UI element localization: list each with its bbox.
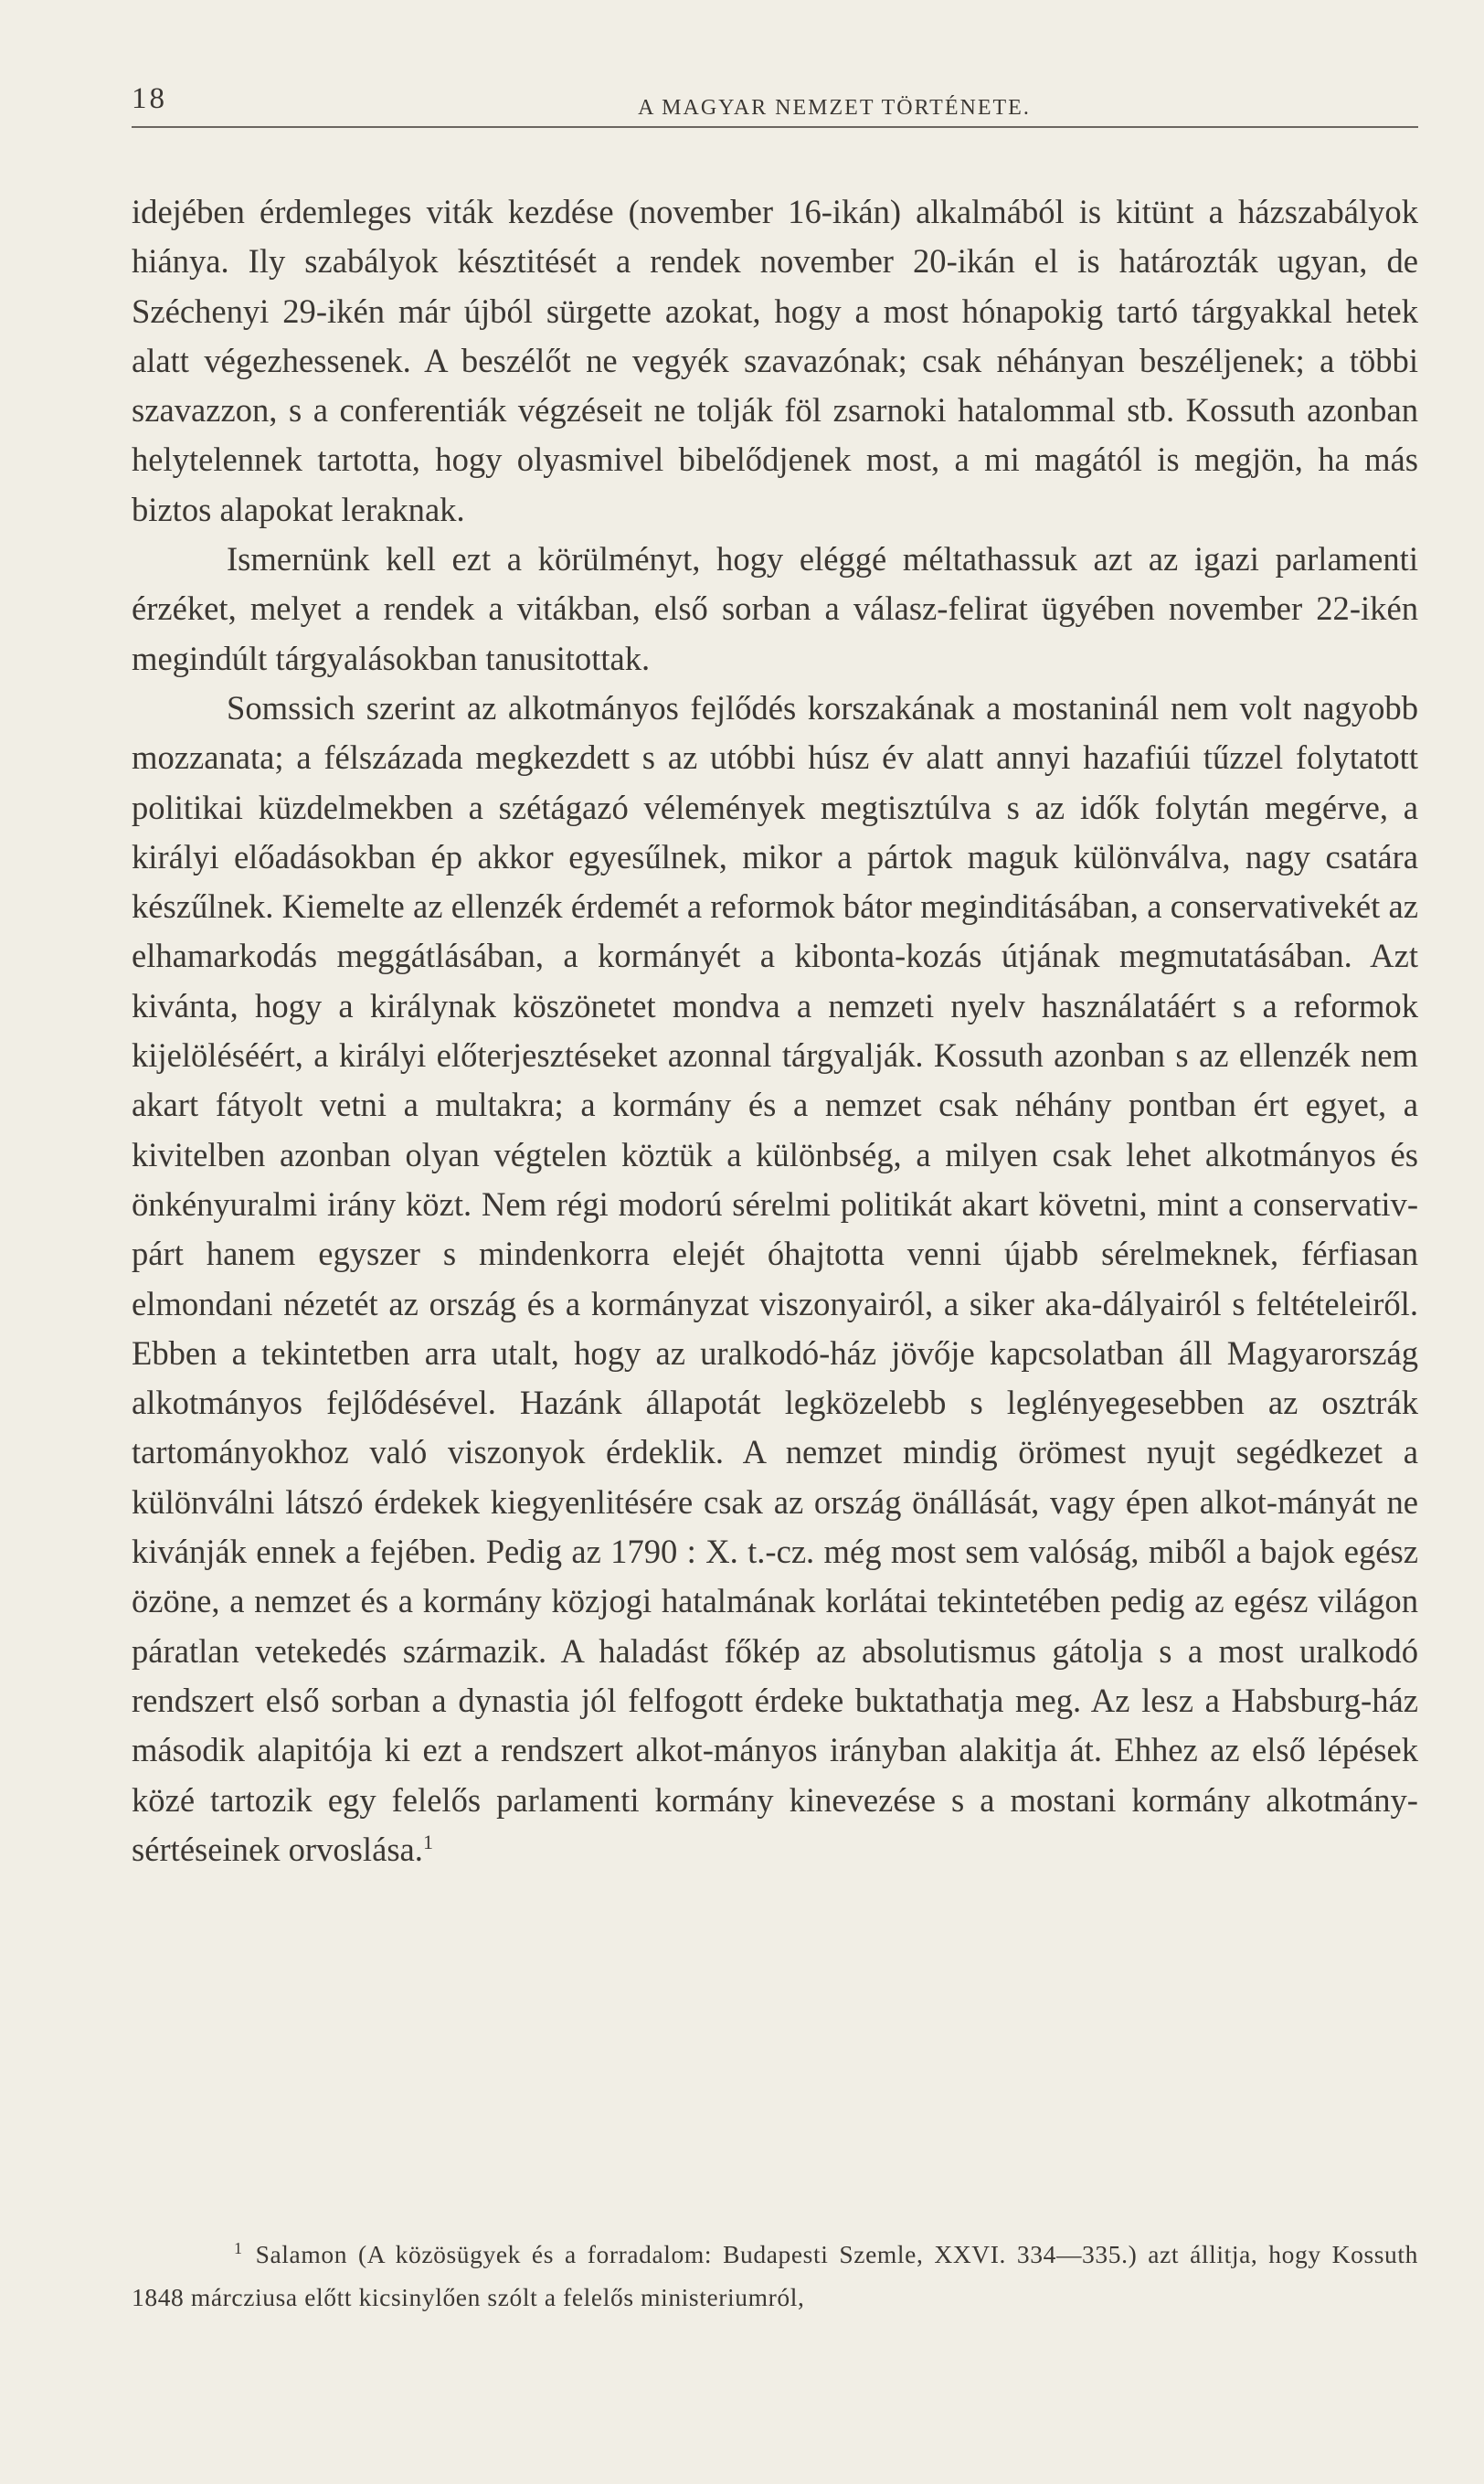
running-title: A MAGYAR NEMZET TÖRTÉNETE. xyxy=(638,96,1031,120)
paragraph-2-text: Ismernünk kell ezt a körülményt, hogy eléggé méltathassuk azt az igazi parlamenti érzéket, melyet a rendek a vitákban, első sorban a válasz-felirat ügyében november 22-ikén megindúlt tárgyalásokban tanusitottak. xyxy=(132,540,1418,677)
paragraph-2 xyxy=(132,535,1418,684)
paragraph-3-text: Somssich szerint az alkotmányos fejlődés korszakának a mostaninál nem volt nagyobb mozzanata; a félszázada megkezdett s az utóbbi húsz év alatt annyi hazafiúi tűzzel folytatott politikai küzdelmekben a szétágazó vélemények megtisztúlva s az idők folytán megérve, a királyi előadásokban ép akkor egyesűlnek, mikor a pártok maguk különválva, nagy csatára készűlnek. Kiemelte az ellenzék érdemét a reformok bátor meginditásában, a conservativekét az elhamarkodás meggátlásában, a kormányét a kibonta-kozás útjának megmutatásában. Azt kivánta, hogy a királynak köszönetet mondva a nemzeti nyelv használatáért s a reformok kijelöléséért, a királyi előterjesztéseket azonnal tárgyalják. Kossuth azonban s az ellenzék nem akart fátyolt vetni a multakra; a kormány és a nemzet csak néhány pontban ért egyet, a kivitelben azonban olyan végtelen köztük a különbség, a milyen csak lehet alkotmányos és önkényuralmi irány közt. Nem régi modorú sérelmi politikát akart követni, mint a conservativ-párt hanem egyszer s mindenkorra elejét óhajtotta venni újabb sérelmeknek, férfiasan elmondani nézetét az ország és a kormányzat viszonyairól, a siker aka-dályairól s feltételeiről. Ebben a tekintetben arra utalt, hogy az uralkodó-ház jövője kapcsolatban áll Magyarország alkotmányos fejlődésével. Hazánk állapotát legközelebb s leglényegesebben az osztrák tartományokhoz való viszonyok érdeklik. A nemzet mindig örömest nyujt segédkezet a különválni látszó érdekek kiegyenlitésére csak az ország önállását, vagy épen alkot-mányát ne kivánják ennek a fejében. Pedig az 1790 : X. t.-cz. még most sem valóság, miből a bajok egész özöne, a nemzet és a kormány közjogi hatalmának korlátai tekintetében pedig az egész világon páratlan vetekedés származik. A haladást főkép az absolutismus gátolja s a most uralkodó rendszert első sorban a dynastia jól felfogott érdeke buktathatja meg. Az lesz a Habsburg-ház második alapitója ki ezt a rendszert alkot-mányos irányban alakitja át. Ehhez az első lépések közé tartozik egy felelős parlamenti kormány kinevezése s a mostani kormány alkotmány-sértéseinek orvoslása. xyxy=(132,688,1418,1868)
body-text xyxy=(132,187,1418,1874)
footnote-mark: 1 xyxy=(234,2238,243,2257)
footnote-text: Salamon (A közösügyek és a forradalom: Budapesti Szemle, XXVI. 334—335.) azt állitja, hogy Kossuth 1848 márcziusa előtt kicsinylően szólt a felelős ministeriumról, xyxy=(132,2240,1418,2311)
footnote-reference[interactable]: 1 xyxy=(422,1830,433,1853)
paragraph-1 xyxy=(132,187,1418,535)
footnote xyxy=(132,2233,1418,2319)
page-number: 18 xyxy=(132,82,167,115)
footnote-paragraph xyxy=(132,2233,1418,2319)
paragraph-1-text: idejében érdemleges viták kezdése (november 16-ikán) alkalmából is kitünt a házszabályok hiánya. Ily szabályok késztitését a rendek november 20-ikán el is határozták ugyan, de Széchenyi 29-ikén már újból sürgette azokat, hogy a most hónapokig tartó tárgyakkal hetek alatt végezhessenek. A beszélőt ne vegyék szavazónak; csak néhányan beszéljenek; a többi szavazzon, s a conferentiák végzéseit ne tolják föl zsarnoki hatalommal stb. Kossuth azonban helytelennek tartotta, hogy olyasmivel bibelődjenek most, a mi magától is megjön, ha más biztos alapokat leraknak. xyxy=(132,193,1418,528)
running-head xyxy=(132,80,1418,128)
paragraph-3 xyxy=(132,684,1418,1874)
